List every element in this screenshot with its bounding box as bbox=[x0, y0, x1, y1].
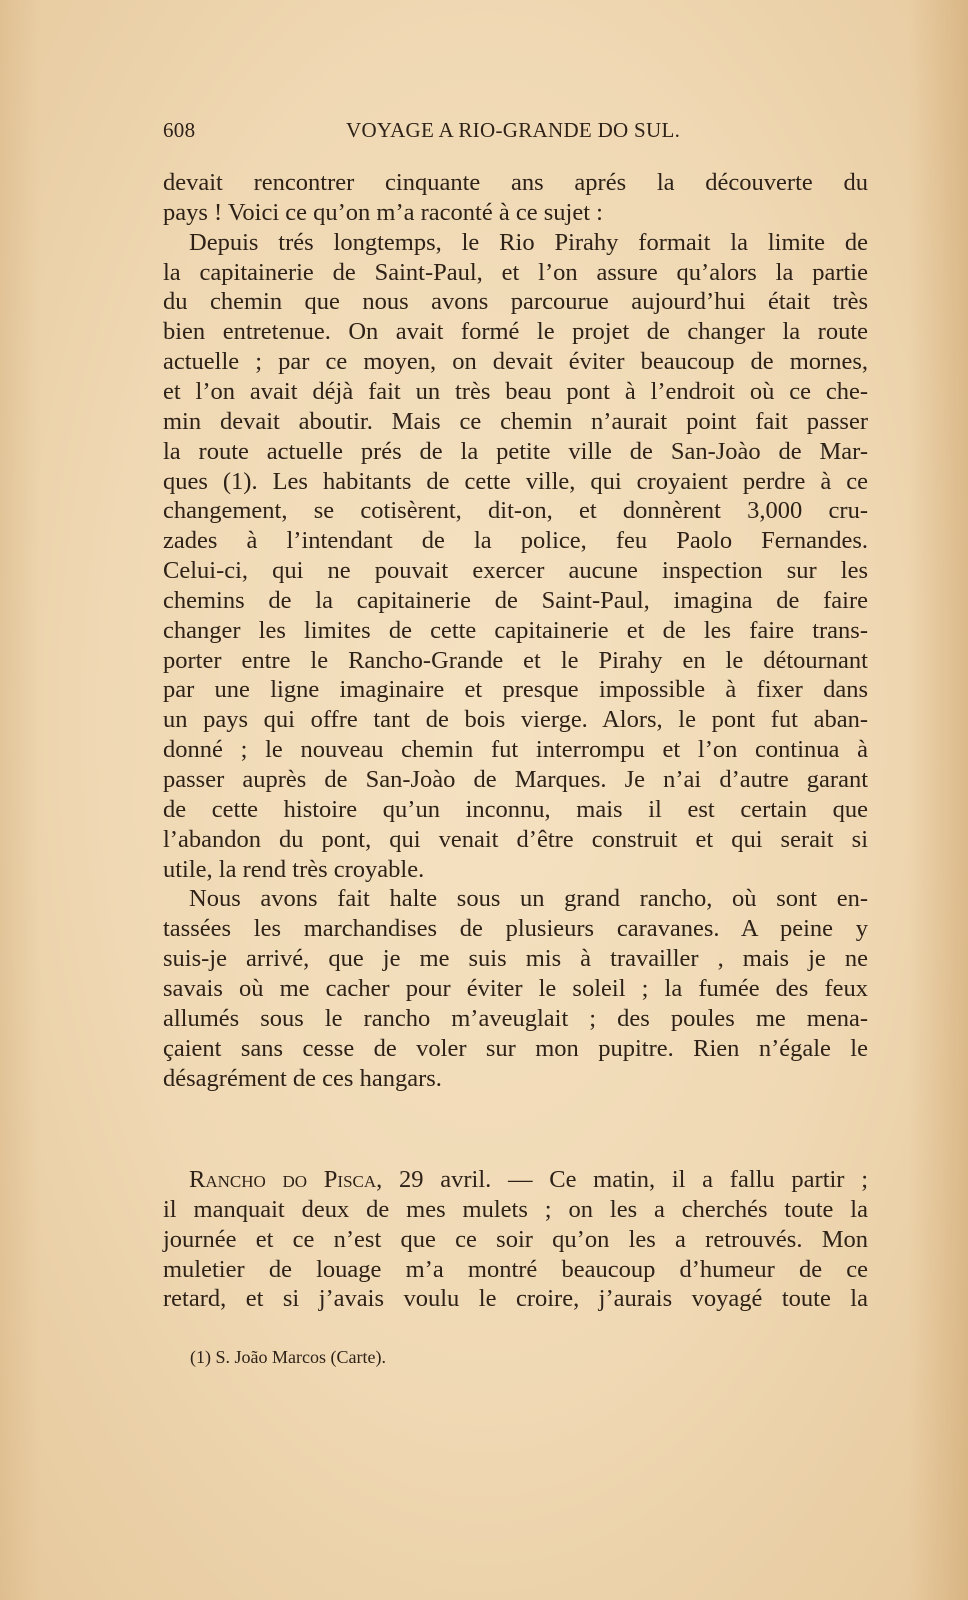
page-number: 608 bbox=[163, 118, 196, 142]
text-line: il manquait deux de mes mulets ; on les a cherchés toute la bbox=[163, 1195, 868, 1223]
text-line: changer les limites de cette capitainerie et de les faire trans- bbox=[163, 616, 868, 644]
text-line: du chemin que nous avons parcourue aujourd’hui était très bbox=[163, 288, 868, 316]
text-line: savais où me cacher pour éviter le soleil ; la fumée des feux bbox=[163, 974, 868, 1002]
text-line: min devait aboutir. Mais ce chemin n’aurait point fait passer bbox=[163, 407, 868, 435]
text-line: ques (1). Les habitants de cette ville, qui croyaient perdre à ce bbox=[163, 467, 868, 495]
page-edge-shadow-right bbox=[908, 0, 968, 1600]
page-edge-shadow-left bbox=[0, 0, 40, 1600]
entry-heading-line bbox=[163, 1165, 868, 1195]
text-line: la capitainerie de Saint-Paul, et l’on assure qu’alors la partie bbox=[163, 258, 868, 286]
entry-place: Rancho do Pisca bbox=[189, 1166, 377, 1193]
text-line: devait rencontrer cinquante ans aprés la découverte du bbox=[163, 169, 868, 196]
text-line: par une ligne imaginaire et presque impossible à fixer dans bbox=[163, 676, 868, 704]
text-line: çaient sans cesse de voler sur mon pupitre. Rien n’égale le bbox=[163, 1034, 868, 1062]
text-line: désagrément de ces hangars. bbox=[163, 1064, 442, 1092]
running-title: VOYAGE A RIO-GRANDE DO SUL. bbox=[346, 118, 681, 142]
text-line: retard, et si j’avais voulu le croire, j’aurais voyagé toute la bbox=[163, 1285, 868, 1313]
text-line: actuelle ; par ce moyen, on devait éviter beaucoup de mornes, bbox=[163, 348, 868, 376]
text-line: la route actuelle prés de la petite ville de San-Joào de Mar- bbox=[163, 437, 868, 465]
text-line: chemins de la capitainerie de Saint-Paul, imagina de faire bbox=[163, 586, 868, 614]
text-line: donné ; le nouveau chemin fut interrompu et l’on continua à bbox=[163, 736, 868, 764]
text-line: Nous avons fait halte sous un grand rancho, où sont en- bbox=[189, 885, 868, 913]
text-line: Depuis trés longtemps, le Rio Pirahy formait la limite de bbox=[189, 228, 868, 256]
text-line: changement, se cotisèrent, dit-on, et donnèrent 3,000 cru- bbox=[163, 497, 868, 525]
text-line: Celui-ci, qui ne pouvait exercer aucune inspection sur les bbox=[163, 557, 868, 585]
text-line: pays ! Voici ce qu’on m’a raconté à ce sujet : bbox=[163, 198, 603, 226]
text-line: suis-je arrivé, que je me suis mis à travailler , mais je ne bbox=[163, 945, 868, 973]
text-line: tassées les marchandises de plusieurs caravanes. A peine y bbox=[163, 915, 868, 943]
text-line: de cette histoire qu’un inconnu, mais il est certain que bbox=[163, 795, 868, 823]
text-line: un pays qui offre tant de bois vierge. Alors, le pont fut aban- bbox=[163, 706, 868, 734]
footnote: (1) S. João Marcos (Carte). bbox=[190, 1347, 386, 1367]
text-line: muletier de louage m’a montré beaucoup d’humeur de ce bbox=[163, 1255, 868, 1283]
running-head bbox=[163, 118, 868, 144]
text-line: l’abandon du pont, qui venait d’être construit et qui serait si bbox=[163, 825, 868, 853]
text-line: utile, la rend très croyable. bbox=[163, 855, 425, 883]
text-line: journée et ce n’est que ce soir qu’on les a retrouvés. Mon bbox=[163, 1225, 868, 1253]
text-line: bien entretenue. On avait formé le projet de changer la route bbox=[163, 318, 868, 346]
text-line: porter entre le Rancho-Grande et le Pirahy en le détournant bbox=[163, 646, 868, 674]
text-line: zades à l’intendant de la police, feu Paolo Fernandes. bbox=[163, 527, 868, 555]
entry-first-line-rest: , 29 avril. — Ce matin, il a fallu partir ; bbox=[376, 1166, 869, 1193]
text-line: et l’on avait déjà fait un très beau pont à l’endroit où ce che- bbox=[163, 377, 868, 405]
text-line: allumés sous le rancho m’aveuglait ; des poules me mena- bbox=[163, 1004, 868, 1032]
text-line: passer auprès de San-Joào de Marques. Je n’ai d’autre garant bbox=[163, 766, 868, 793]
